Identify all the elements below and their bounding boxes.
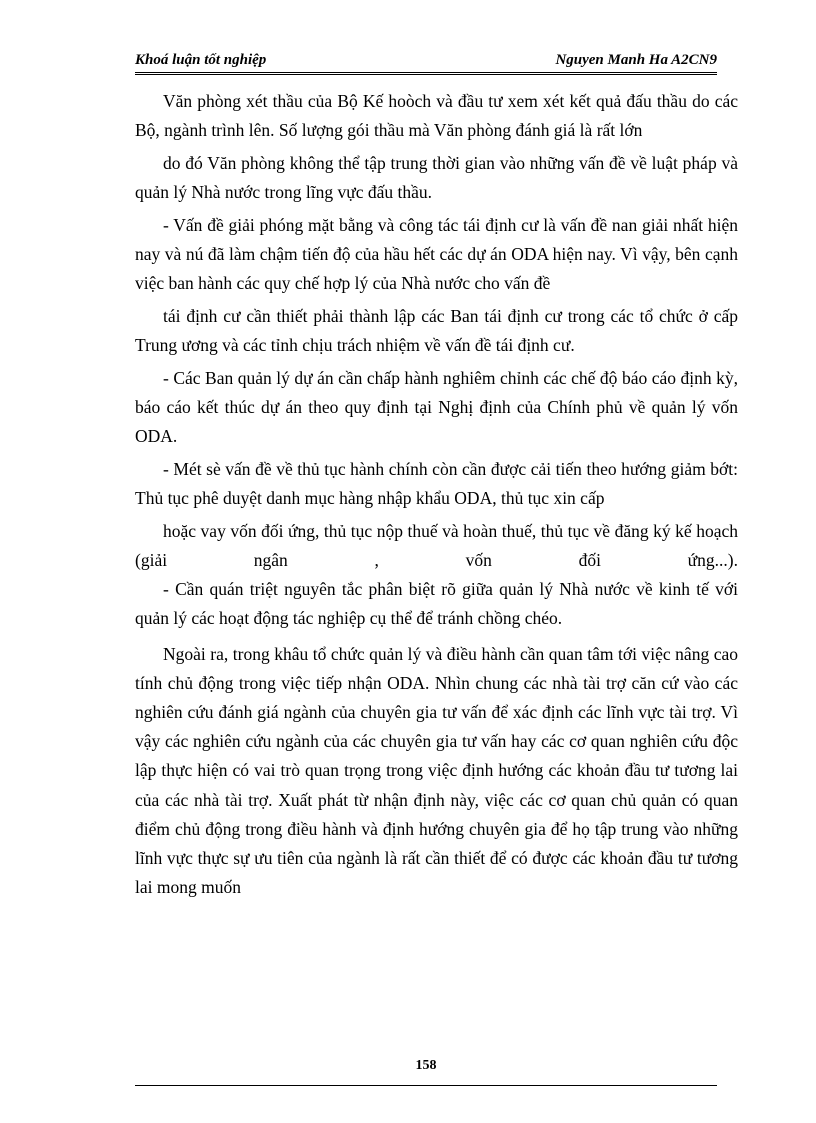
paragraph-site-clearance: - Vấn đề giải phóng mặt bằng và công tác tái định cư là vấn đề nan giải nhất hiện nay và nú đã làm chậm tiến độ của hầu hết các dự án ODA hiện nay. Vì vậy, bên cạnh việc ban hành các quy chế hợp lý của Nhà nước cho vấn đề — [135, 214, 738, 294]
document-body — [135, 87, 738, 902]
footer-divider — [135, 1085, 717, 1086]
paragraph-bidding-office: Văn phòng xét thầu của Bộ Kế hoòch và đầu tư xem xét kết quả đấu thầu do các Bộ, ngành trình lên. Số lượng gói thầu mà Văn phòng đánh giá là rất lớn — [135, 91, 738, 141]
paragraph-admin-procedures: - Mét sè vấn đề về thủ tục hành chính còn cần được cải tiến theo hướng giảm bớt: Thủ tục phê duyệt danh mục hàng nhập khẩu ODA, thủ tục xin cấp — [135, 458, 738, 509]
page-number: 158 — [415, 1058, 437, 1073]
header-author: Nguyen Manh Ha A2CN9 — [555, 52, 717, 68]
page-header — [135, 50, 717, 75]
paragraph-reporting: - Các Ban quản lý dự án cần chấp hành nghiêm chỉnh các chế độ báo cáo định kỳ, báo cáo kết thúc dự án theo quy định tại Nghị định của Chính phủ về quản lý vốn ODA. — [135, 367, 738, 447]
paragraph-resettlement: tái định cư cần thiết phải thành lập các Ban tái định cư trong các tổ chức ở cấp Trung ương và các tỉnh chịu trách nhiệm về vấn đề tái định cư. — [135, 305, 738, 356]
paragraph-proactive-oda: Ngoài ra, trong khâu tổ chức quản lý và điều hành cần quan tâm tới việc nâng cao tính chủ động trong việc tiếp nhận ODA. Nhìn chung các nhà tài trợ căn cứ vào các nghiên cứu đánh giá ngành của chuyên gia tư vấn để xác định các lĩnh vực tài trợ. Vì vậy các nghiên cứu ngành của các chuyên gia tư vấn hay các cơ quan nghiên cứu độc lập thực hiện có vai trò quan trọng trong việc định hướng các khoản đầu tư tương lai của các nhà tài trợ. Xuất phát từ nhận định này, việc các cơ quan chủ quản có quan điểm chủ động trong điều hành và định hướng chuyên gia để họ tập trung vào những lĩnh vực thực sự ưu tiên của ngành là rất cần thiết để có được các khoản đầu tư tương lai mong muốn — [135, 643, 738, 898]
header-thesis-title: Khoá luận tốt nghiệp — [135, 52, 267, 68]
paragraph-state-management: - Cần quán triệt nguyên tắc phân biệt rõ giữa quản lý Nhà nước về kinh tế với quản lý các hoạt động tác nghiệp cụ thể để tránh chồng chéo. — [135, 579, 738, 629]
paragraph-office-focus: do đó Văn phòng không thể tập trung thời gian vào những vấn đề về luật pháp và quản lý Nhà nước trong lĩng vực đấu thầu. — [135, 152, 738, 203]
paragraph-counterpart-funds: hoặc vay vốn đối ứng, thủ tục nộp thuế và hoàn thuế, thủ tục về đăng ký kế hoạch (giải ngân , vốn đối ứng...). — [135, 520, 738, 571]
